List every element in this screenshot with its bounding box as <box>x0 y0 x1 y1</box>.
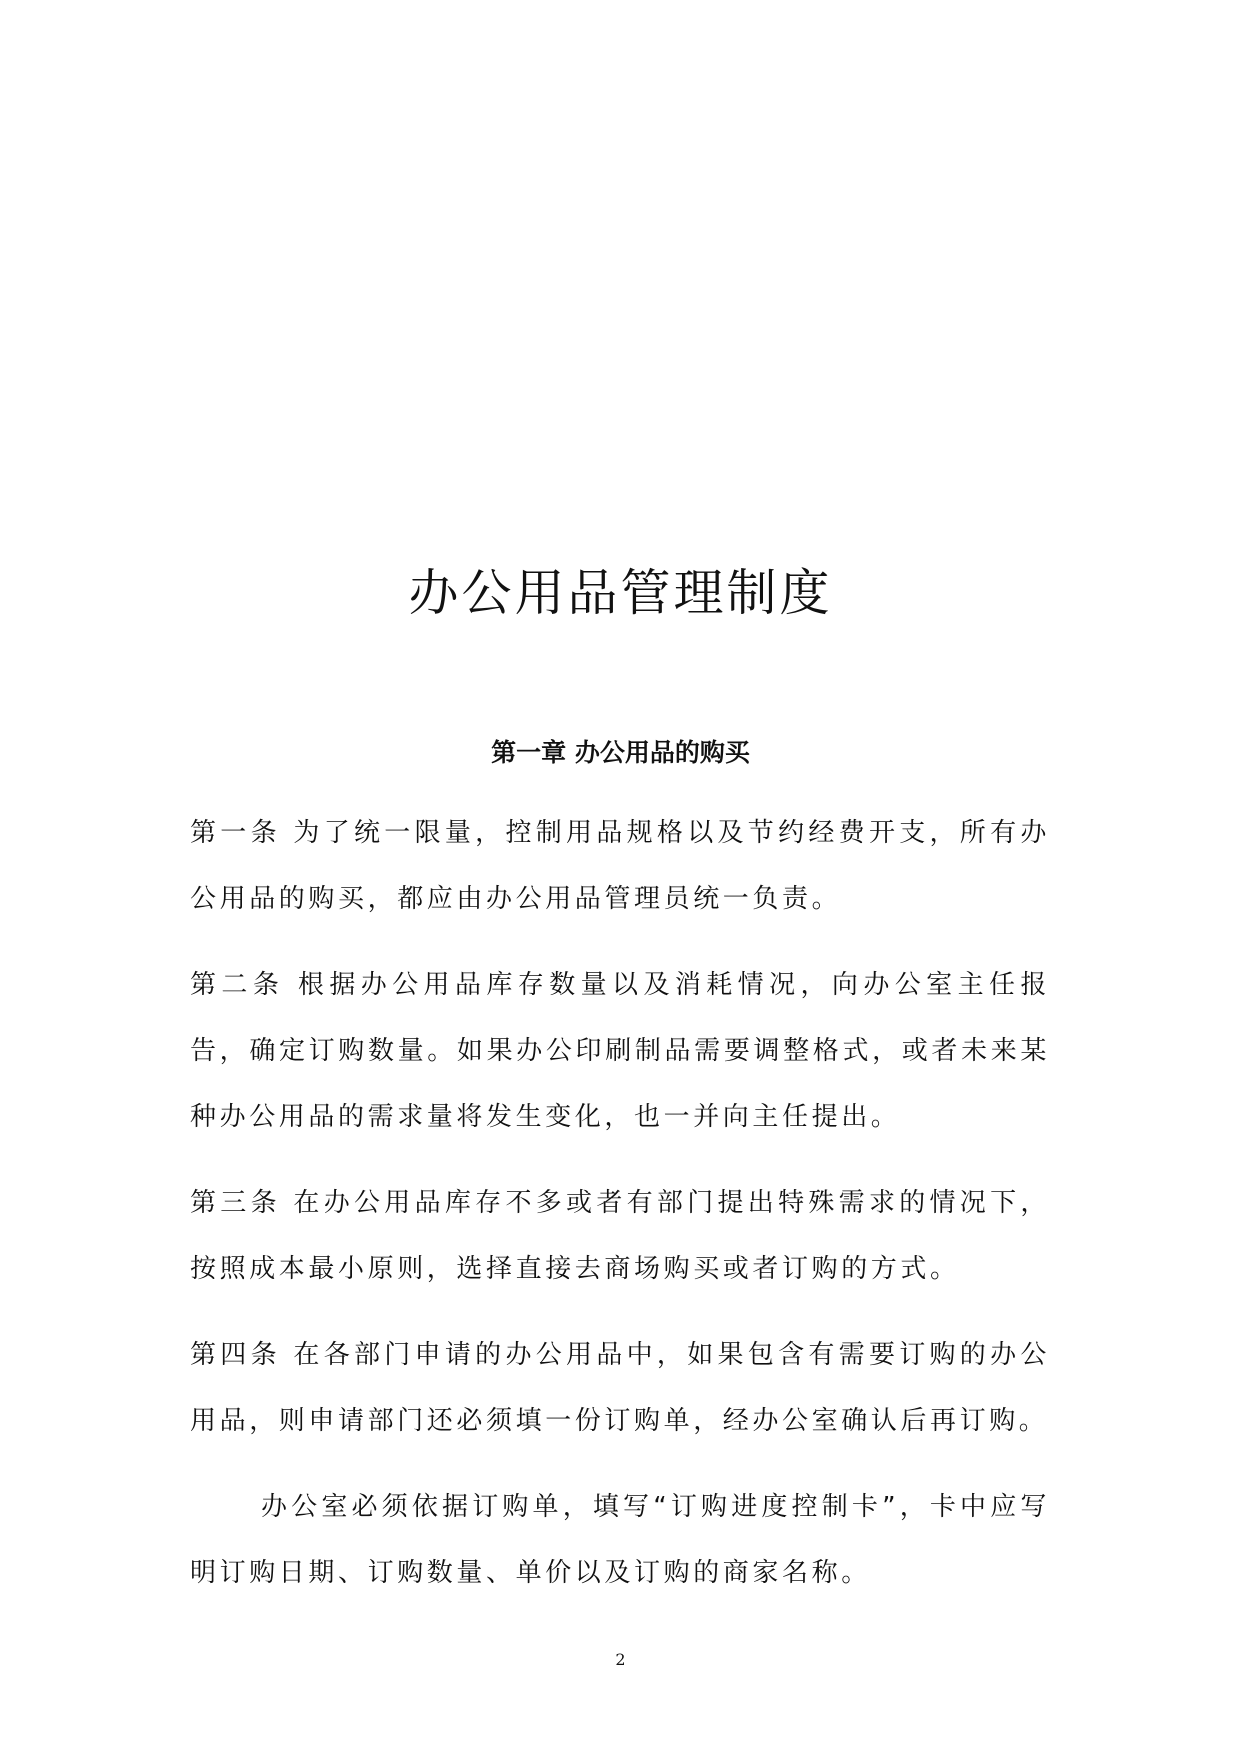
article-4-continuation: 办公室必须依据订购单，填写“订购进度控制卡”，卡中应写明订购日期、订购数量、单价以及订购的商家名称。 <box>190 1492 1050 1588</box>
article-1: 第一条 为了统一限量，控制用品规格以及节约经费开支，所有办公用品的购买，都应由办公用品管理员统一负责。 <box>190 818 1050 914</box>
document-title: 办公用品管理制度 <box>408 564 833 622</box>
chapter-heading: 第一章 办公用品的购买 <box>491 738 750 767</box>
article-2: 第二条 根据办公用品库存数量以及消耗情况，向办公室主任报告，确定订购数量。如果办公印刷制品需要调整格式，或者未来某种办公用品的需求量将发生变化，也一并向主任提出。 <box>190 970 1050 1132</box>
article-3: 第三条 在办公用品库存不多或者有部门提出特殊需求的情况下，按照成本最小原则，选择直接去商场购买或者订购的方式。 <box>190 1188 1050 1284</box>
page-number: 2 <box>615 1650 626 1669</box>
article-4: 第四条 在各部门申请的办公用品中，如果包含有需要订购的办公用品，则申请部门还必须填一份订购单，经办公室确认后再订购。 <box>190 1340 1050 1436</box>
